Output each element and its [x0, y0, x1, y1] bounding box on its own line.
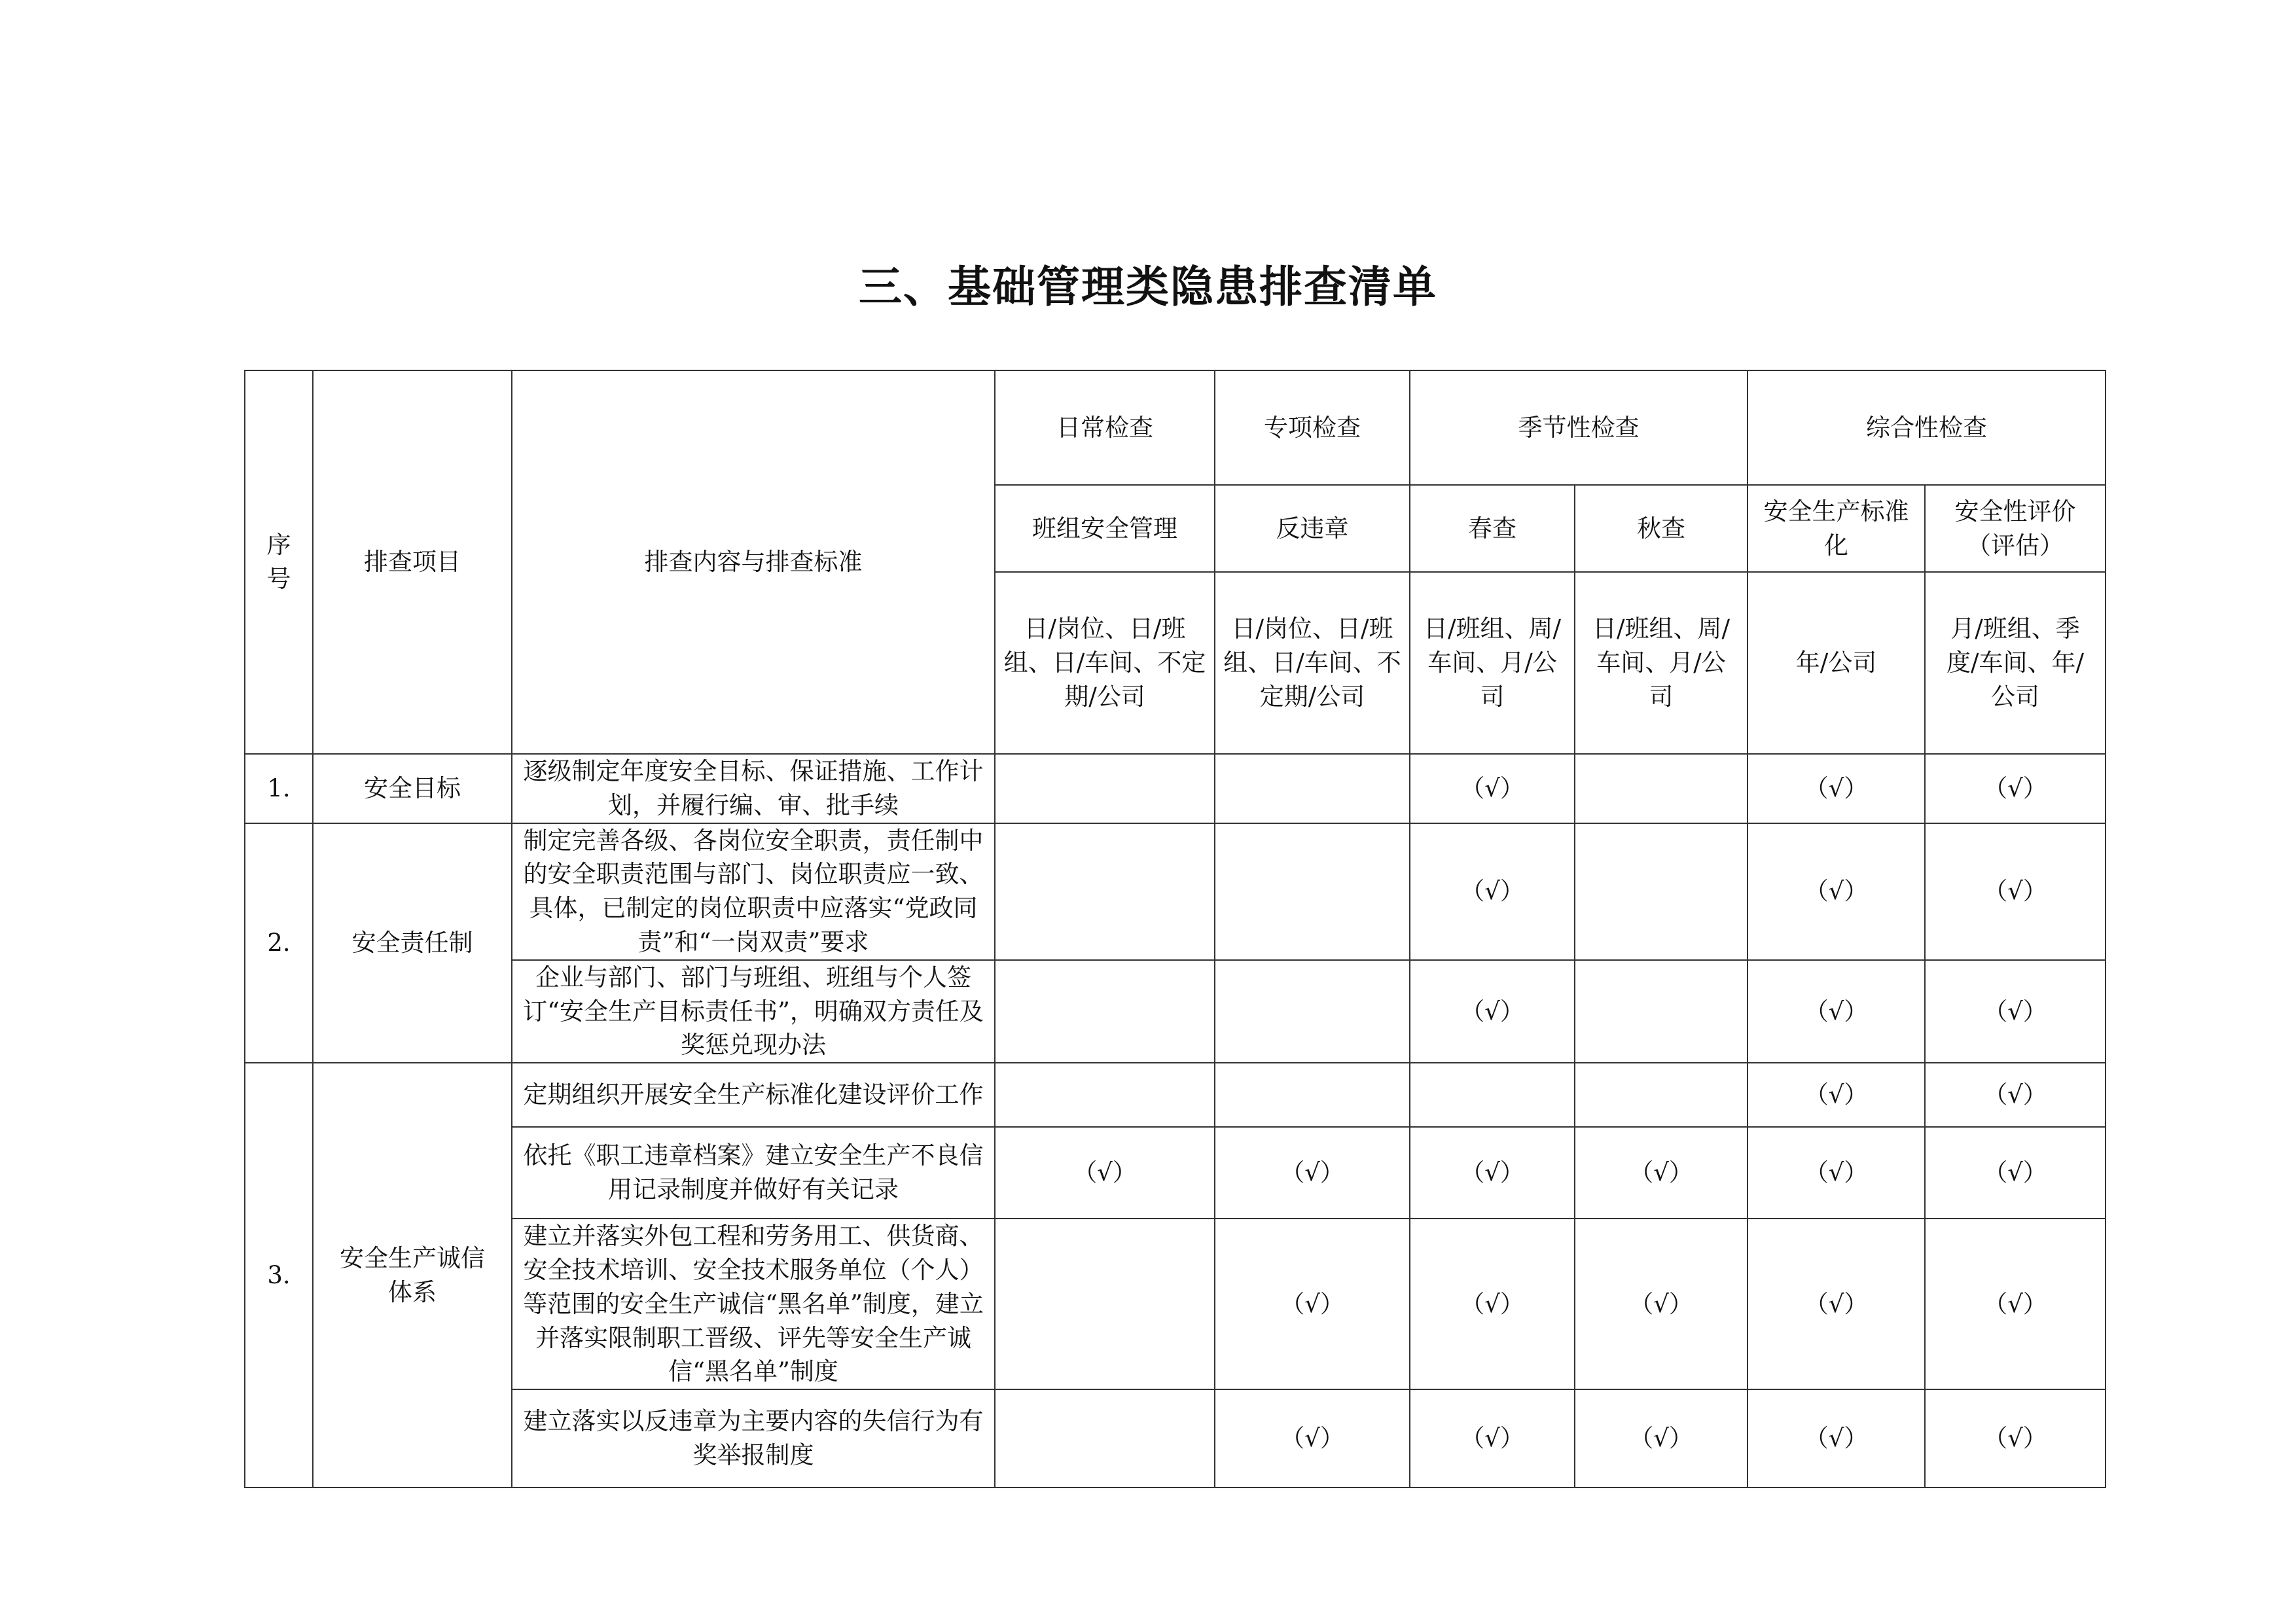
header-category-comprehensive: 综合性检查 [1748, 370, 2106, 485]
check-cell-evaluation: （√） [1925, 1127, 2106, 1219]
check-cell-spring: （√） [1410, 1219, 1575, 1389]
table-row [245, 823, 2106, 960]
check-cell-anti-violation [1215, 1063, 1410, 1127]
check-cell-autumn [1575, 754, 1748, 823]
check-cell-spring [1410, 1063, 1575, 1127]
table-row [245, 960, 2106, 1063]
check-cell-autumn: （√） [1575, 1389, 1748, 1488]
check-cell-autumn [1575, 960, 1748, 1063]
table-row [245, 754, 2106, 823]
row-content: 制定完善各级、各岗位安全职责，责任制中的安全职责范围与部门、岗位职责应一致、具体，已制定的岗位职责中应落实“党政同责”和“一岗双责”要求 [512, 823, 995, 960]
header-freq-team-safety: 日/岗位、日/班组、日/车间、不定期/公司 [995, 572, 1215, 754]
row-seq: 2. [245, 823, 313, 1063]
header-freq-standardization: 年/公司 [1748, 572, 1925, 754]
check-cell-standardization: （√） [1748, 1219, 1925, 1389]
check-cell-spring: （√） [1410, 960, 1575, 1063]
header-row-categories [245, 370, 2106, 485]
row-content: 建立落实以反违章为主要内容的失信行为有奖举报制度 [512, 1389, 995, 1488]
check-cell-standardization: （√） [1748, 1127, 1925, 1219]
check-cell-standardization: （√） [1748, 1063, 1925, 1127]
check-cell-anti-violation [1215, 754, 1410, 823]
check-cell-autumn [1575, 823, 1748, 960]
row-content: 企业与部门、部门与班组、班组与个人签订“安全生产目标责任书”，明确双方责任及奖惩兑现办法 [512, 960, 995, 1063]
check-cell-anti-violation: （√） [1215, 1127, 1410, 1219]
header-content: 排查内容与排查标准 [512, 370, 995, 754]
check-cell-team-safety [995, 1219, 1215, 1389]
check-cell-team-safety [995, 960, 1215, 1063]
check-cell-evaluation: （√） [1925, 823, 2106, 960]
check-cell-team-safety [995, 1063, 1215, 1127]
row-content: 逐级制定年度安全目标、保证措施、工作计划，并履行编、审、批手续 [512, 754, 995, 823]
row-seq: 1. [245, 754, 313, 823]
row-project: 安全责任制 [313, 823, 512, 1063]
check-cell-evaluation: （√） [1925, 1219, 2106, 1389]
row-content: 定期组织开展安全生产标准化建设评价工作 [512, 1063, 995, 1127]
header-sub-evaluation: 安全性评价（评估） [1925, 485, 2106, 572]
check-cell-anti-violation [1215, 823, 1410, 960]
row-project: 安全生产诚信体系 [313, 1063, 512, 1488]
check-cell-autumn: （√） [1575, 1219, 1748, 1389]
check-cell-evaluation: （√） [1925, 1389, 2106, 1488]
table-row [245, 1127, 2106, 1219]
header-freq-autumn: 日/班组、周/车间、月/公司 [1575, 572, 1748, 754]
header-sub-spring: 春查 [1410, 485, 1575, 572]
header-category-seasonal: 季节性检查 [1410, 370, 1748, 485]
row-project: 安全目标 [313, 754, 512, 823]
check-cell-team-safety: （√） [995, 1127, 1215, 1219]
check-cell-standardization: （√） [1748, 960, 1925, 1063]
check-cell-anti-violation: （√） [1215, 1219, 1410, 1389]
row-seq: 3. [245, 1063, 313, 1488]
check-cell-evaluation: （√） [1925, 960, 2106, 1063]
check-cell-standardization: （√） [1748, 754, 1925, 823]
header-sub-anti-violation: 反违章 [1215, 485, 1410, 572]
check-cell-spring: （√） [1410, 754, 1575, 823]
row-content: 依托《职工违章档案》建立安全生产不良信用记录制度并做好有关记录 [512, 1127, 995, 1219]
check-cell-anti-violation: （√） [1215, 1389, 1410, 1488]
header-category-daily: 日常检查 [995, 370, 1215, 485]
check-cell-evaluation: （√） [1925, 754, 2106, 823]
table-row [245, 1389, 2106, 1488]
check-cell-evaluation: （√） [1925, 1063, 2106, 1127]
check-cell-autumn: （√） [1575, 1127, 1748, 1219]
check-cell-team-safety [995, 1389, 1215, 1488]
check-cell-autumn [1575, 1063, 1748, 1127]
check-cell-spring: （√） [1410, 1127, 1575, 1219]
check-cell-spring: （√） [1410, 1389, 1575, 1488]
header-seq: 序号 [245, 370, 313, 754]
row-content: 建立并落实外包工程和劳务用工、供货商、安全技术培训、安全技术服务单位（个人）等范围的安全生产诚信“黑名单”制度，建立并落实限制职工晋级、评先等安全生产诚信“黑名单”制度 [512, 1219, 995, 1389]
check-cell-spring: （√） [1410, 823, 1575, 960]
check-cell-team-safety [995, 823, 1215, 960]
inspection-table [244, 370, 2106, 1488]
header-project: 排查项目 [313, 370, 512, 754]
table-row [245, 1219, 2106, 1389]
header-sub-autumn: 秋查 [1575, 485, 1748, 572]
check-cell-standardization: （√） [1748, 1389, 1925, 1488]
header-sub-team-safety: 班组安全管理 [995, 485, 1215, 572]
header-freq-anti-violation: 日/岗位、日/班组、日/车间、不定期/公司 [1215, 572, 1410, 754]
header-freq-evaluation: 月/班组、季度/车间、年/公司 [1925, 572, 2106, 754]
check-cell-anti-violation [1215, 960, 1410, 1063]
page-title: 三、基础管理类隐患排查清单 [859, 262, 1437, 312]
check-cell-team-safety [995, 754, 1215, 823]
header-category-special: 专项检查 [1215, 370, 1410, 485]
table-row [245, 1063, 2106, 1127]
check-cell-standardization: （√） [1748, 823, 1925, 960]
header-sub-standardization: 安全生产标准化 [1748, 485, 1925, 572]
header-freq-spring: 日/班组、周/车间、月/公司 [1410, 572, 1575, 754]
